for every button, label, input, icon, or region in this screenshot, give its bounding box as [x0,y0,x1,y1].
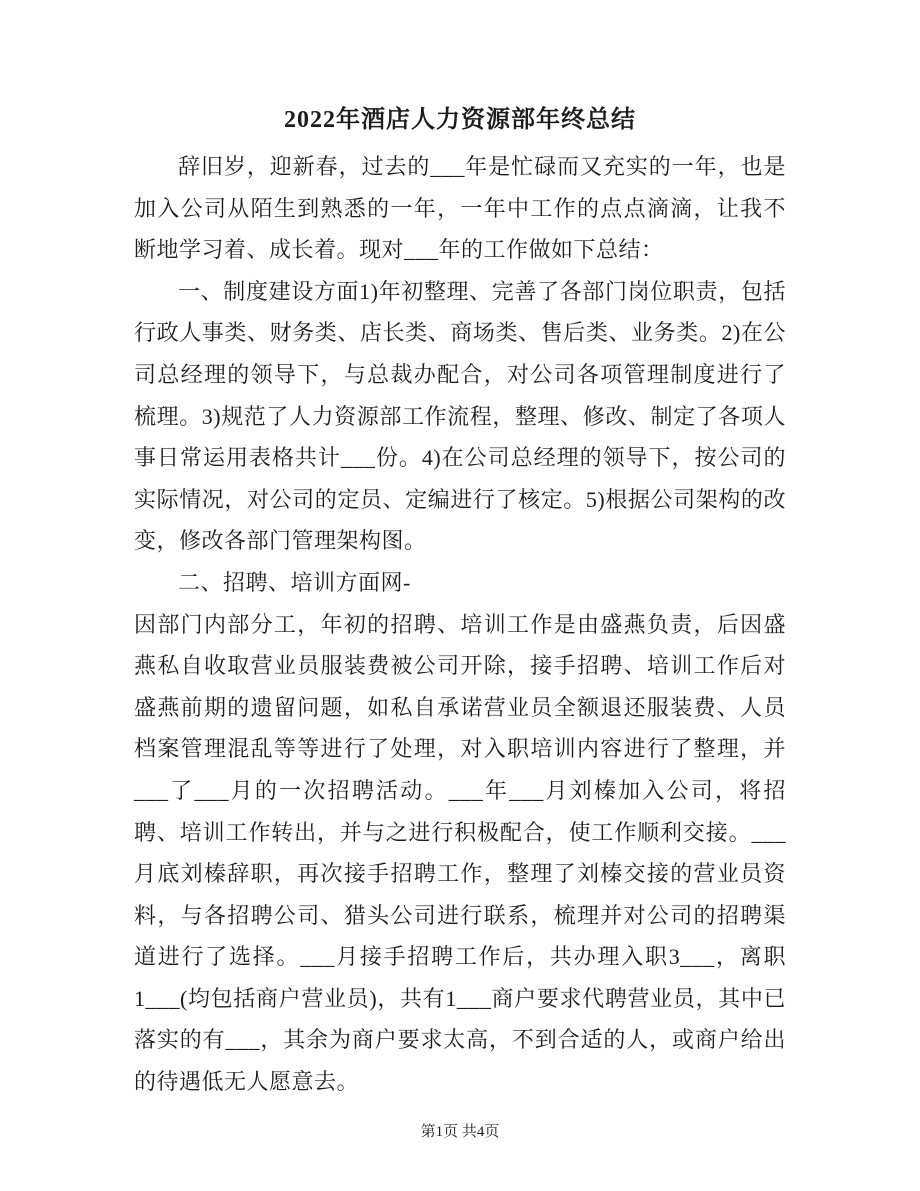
document-body [134,146,786,1103]
section-2-paragraph: 因部门内部分工，年初的招聘、培训工作是由盛燕负责，后因盛燕私自收取营业员服装费被公司开除，接手招聘、培训工作后对盛燕前期的遗留问题，如私自承诺营业员全额退还服装费、人员档案管理混乱等等进行了处理，对入职培训内容进行了整理，并___了___月的一次招聘活动。___年___月刘榛加入公司，将招聘、培训工作转出，并与之进行积极配合，使工作顺利交接。___月底刘榛辞职，再次接手招聘工作，整理了刘榛交接的营业员资料，与各招聘公司、猎头公司进行联系，梳理并对公司的招聘渠道进行了选择。___月接手招聘工作后，共办理入职3___，离职1___(均包括商户营业员)，共有1___商户要求代聘营业员，其中已落实的有___，其余为商户要求太高，不到合适的人，或商户给出的待遇低无人愿意去。 [134,611,786,1095]
page-number-label: 第1页 共4页 [420,1124,500,1140]
page-footer [0,1123,920,1141]
document-title: 2022年酒店人力资源部年终总结 [284,107,636,133]
section-2-heading-paragraph: 二、招聘、培训方面网- [178,569,411,595]
intro-paragraph: 辞旧岁，迎新春，过去的___年是忙碌而又充实的一年，也是加入公司从陌生到熟悉的一年，一年中工作的点点滴滴，让我不断地学习着、成长着。现对___年的工作做如下总结： [134,154,786,263]
section-1-paragraph: 一、制度建设方面1)年初整理、完善了各部门岗位职责，包括行政人事类、财务类、店长类、商场类、售后类、业务类。2)在公司总经理的领导下，与总裁办配合，对公司各项管理制度进行了梳理。3)规范了人力资源部工作流程，整理、修改、制定了各项人事日常运用表格共计___份。4)在公司总经理的领导下，按公司的实际情况，对公司的定员、定编进行了核定。5)根据公司架构的改变，修改各部门管理架构图。 [134,278,786,554]
